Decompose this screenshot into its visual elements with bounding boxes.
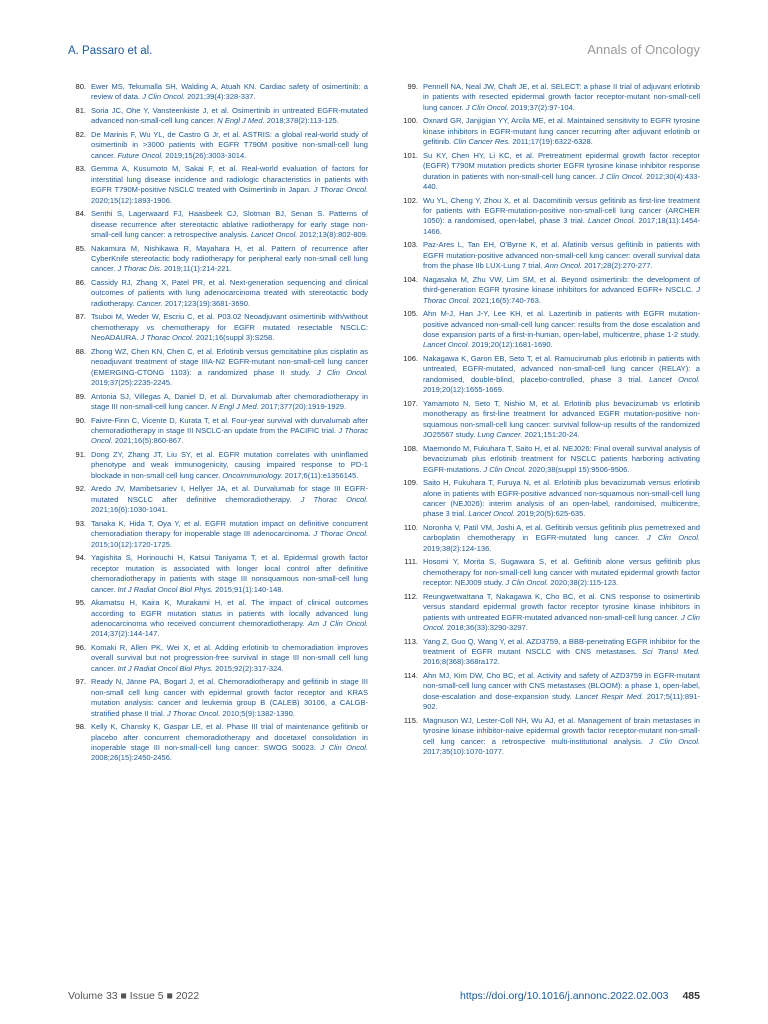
reference-item bbox=[400, 478, 700, 520]
reference-link[interactable] bbox=[423, 399, 700, 441]
reference-number: 102. bbox=[403, 195, 418, 205]
reference-citation: 2011;17(19):6322-6328. bbox=[510, 137, 593, 147]
reference-text: Soria JC, Ohe Y, Vansteenkiste J, et al. Osimertinib in untreated EGFR-mutated advanced non-small-cell lung cancer. bbox=[91, 106, 368, 126]
reference-text: Antonia SJ, Villegas A, Daniel D, et al. Durvalumab after chemoradiotherapy in stage III non-small-cell lung cancer. bbox=[91, 391, 368, 412]
reference-item bbox=[400, 151, 700, 193]
reference-number: 95. bbox=[75, 598, 86, 608]
reference-text: Noronha V, Patil VM, Joshi A, et al. Gefitinib versus gefitinib plus pemetrexed and carboplatin chemotherapy in EGFR-mutated lung cancer. bbox=[423, 522, 700, 543]
reference-number: 93. bbox=[75, 518, 86, 528]
reference-journal: Lancet Oncol. bbox=[423, 340, 470, 350]
reference-link[interactable] bbox=[91, 278, 368, 309]
reference-citation: 2021;16(6):1030-1041. bbox=[91, 505, 168, 515]
reference-item bbox=[68, 130, 368, 161]
doi-link[interactable]: https://doi.org/10.1016/j.annonc.2022.02.003 bbox=[460, 990, 669, 1002]
reference-link[interactable] bbox=[423, 444, 700, 475]
reference-link[interactable] bbox=[423, 354, 700, 396]
reference-link[interactable] bbox=[91, 209, 368, 240]
reference-link[interactable] bbox=[423, 592, 700, 634]
reference-citation: 2015;91(1):140-148. bbox=[213, 584, 284, 594]
reference-link[interactable] bbox=[91, 392, 368, 413]
reference-item bbox=[400, 309, 700, 351]
reference-link[interactable] bbox=[91, 484, 368, 515]
reference-journal: J Clin Oncol. bbox=[599, 171, 644, 181]
reference-citation: 2019;15(26):3003-3014. bbox=[163, 150, 247, 160]
reference-citation: 2019;11(1):214-221. bbox=[161, 264, 232, 274]
reference-link[interactable] bbox=[91, 130, 368, 161]
reference-citation: 2021;16(suppl 3):S258. bbox=[193, 333, 275, 343]
reference-journal: Lancet Oncol. bbox=[250, 230, 298, 240]
reference-item bbox=[68, 82, 368, 103]
reference-citation: 2020;38(2):115-123. bbox=[548, 578, 619, 588]
reference-item bbox=[400, 637, 700, 668]
reference-link[interactable] bbox=[91, 312, 368, 343]
reference-number: 89. bbox=[75, 391, 86, 401]
reference-citation: 2012;13(8):802-809. bbox=[297, 230, 368, 240]
reference-citation: 2016;8(368):368ra172. bbox=[423, 657, 500, 667]
reference-number: 92. bbox=[75, 484, 86, 494]
references-columns bbox=[68, 82, 700, 767]
reference-number: 99. bbox=[407, 82, 418, 91]
reference-text: Cassidy RJ, Zhang X, Patel PR, et al. Next-generation sequencing and clinical outcomes of patients with lung adenocarcinoma treated with stereotactic body radiotherapy. bbox=[91, 278, 368, 308]
reference-link[interactable] bbox=[91, 347, 368, 389]
reference-number: 85. bbox=[75, 243, 86, 253]
reference-text: Ewer MS, Tekumalla SH, Walding A, Atuah KN. Cardiac safety of osimertinib: a review of data. bbox=[91, 82, 368, 102]
reference-item bbox=[68, 722, 368, 764]
reference-citation: 2018;378(2):113-125. bbox=[264, 116, 339, 126]
reference-citation: 2012;30(4):433-440. bbox=[423, 171, 700, 192]
reference-number: 105. bbox=[403, 309, 418, 319]
reference-number: 101. bbox=[403, 150, 418, 160]
reference-journal: J Clin Oncol. bbox=[649, 736, 701, 746]
reference-number: 103. bbox=[403, 240, 418, 250]
reference-item bbox=[400, 557, 700, 588]
reference-link[interactable] bbox=[423, 716, 700, 758]
reference-text: Nakagawa K, Garon EB, Seto T, et al. Ramucirumab plus erlotinib in patients with untreated, EGFR-mutated, advanced non-small-cell lung cancer (RELAY): a randomised, double-blind, placebo-controlled, phase 3 trial. bbox=[423, 354, 700, 384]
reference-journal: J Clin Oncol. bbox=[505, 578, 549, 588]
reference-citation: 2019;20(5):625-635. bbox=[514, 509, 586, 519]
reference-text: Komaki R, Allen PK, Wei X, et al. Adding erlotinib to chemoradiation improves overall survival but not progression-free survival in stage III non-small cell lung cancer. bbox=[91, 642, 368, 673]
reference-citation: 2010;5(9):1382-1390. bbox=[220, 708, 295, 718]
reference-item bbox=[68, 553, 368, 595]
reference-link[interactable] bbox=[423, 671, 700, 713]
reference-text: Yagishita S, Horinouchi H, Katsui Taniyama T, et al. Epidermal growth factor receptor mutation is associated with longer local control after definitive chemoradiotherapy in patients with stage III nonsquamous non-small-cell lung cancer. bbox=[91, 553, 368, 594]
reference-text: Aredo JV, Mambetsariev I, Hellyer JA, et al. Durvalumab for stage III EGFR-mutated NSCLC after definitive chemoradiotherapy. bbox=[91, 484, 368, 504]
reference-citation: 2018;36(33):3290-3297. bbox=[444, 622, 528, 632]
reference-citation: 2019;37(25):2235-2245. bbox=[91, 378, 172, 388]
reference-journal: J Clin Oncol. bbox=[465, 102, 509, 112]
reference-journal: J Clin Oncol. bbox=[483, 464, 527, 474]
reference-link[interactable] bbox=[91, 519, 368, 550]
reference-number: 88. bbox=[75, 346, 86, 356]
reference-journal: Cancer. bbox=[136, 298, 163, 308]
reference-text: Akamatsu H, Kaira K, Murakami H, et al. The impact of clinical outcomes according to EGFR mutation status in patients with locally advanced lung adenocarcinoma who received concurrent chemoradiotherapy. bbox=[91, 598, 368, 628]
reference-item bbox=[68, 312, 368, 343]
reference-journal: Lancet Oncol. bbox=[649, 374, 700, 384]
reference-text: Senthi S, Lagerwaard FJ, Haasbeek CJ, Slotman BJ, Senan S. Patterns of disease recurrence after stereotactic ablative radiotherapy for early stage non-small-cell lung cancer: a retrospective analysis. bbox=[91, 209, 368, 240]
reference-link[interactable] bbox=[91, 244, 368, 275]
reference-link[interactable] bbox=[423, 275, 700, 306]
reference-link[interactable] bbox=[423, 309, 700, 351]
reference-citation: 2021;16(5):740-763. bbox=[470, 295, 541, 305]
reference-journal: Lancet Oncol. bbox=[468, 509, 515, 519]
reference-number: 97. bbox=[75, 677, 86, 687]
reference-journal: Int J Radiat Oncol Biol Phys. bbox=[117, 663, 214, 673]
reference-item bbox=[400, 275, 700, 306]
reference-number: 106. bbox=[403, 354, 418, 364]
reference-item bbox=[68, 484, 368, 515]
reference-text: Nakamura M, Nishikawa R, Mayahara H, et al. Pattern of recurrence after CyberKnife stereotactic body radiotherapy for peripheral early non-small cell lung cancer. bbox=[91, 243, 368, 274]
reference-item bbox=[68, 416, 368, 447]
reference-citation: 2017;5(11):891-902. bbox=[423, 691, 700, 712]
reference-citation: 2017;28(2):270-277. bbox=[582, 261, 653, 271]
reference-journal: Am J Clin Oncol. bbox=[307, 618, 368, 628]
reference-item bbox=[400, 240, 700, 271]
reference-text: Paz-Ares L, Tan EH, O'Byrne K, et al. Afatinib versus gefitinib in patients with EGFR mutation-positive advanced non-small-cell lung cancer: overall survival data from the phase IIb LUX-Lung 7 trial. bbox=[423, 240, 700, 271]
reference-number: 84. bbox=[75, 209, 86, 219]
reference-number: 114. bbox=[403, 670, 418, 680]
reference-citation: 2021;39(4):328-337. bbox=[184, 92, 256, 102]
reference-number: 86. bbox=[75, 278, 86, 288]
reference-text: Ahn MJ, Kim DW, Cho BC, et al. Activity and safety of AZD3759 in EGFR-mutant non-small-cell lung cancer with CNS metastases (BLOOM): a phase 1, open-label, dose-escalation and dose-expansion study. bbox=[423, 670, 700, 701]
reference-journal: J Clin Oncol. bbox=[142, 92, 185, 102]
reference-text: Tsuboi M, Weder W, Escriu C, et al. P03.02 Neoadjuvant osimertinib with/without chemotherapy vs chemotherapy for EGFR mutated resectable NSCLC: NeoADAURA. bbox=[91, 312, 368, 343]
reference-link[interactable] bbox=[91, 598, 368, 640]
reference-item bbox=[400, 354, 700, 396]
page-number: 485 bbox=[682, 990, 700, 1002]
page-header bbox=[68, 42, 700, 62]
reference-item bbox=[68, 209, 368, 240]
reference-item bbox=[400, 116, 700, 147]
reference-item bbox=[68, 106, 368, 127]
references-left-column bbox=[68, 82, 368, 767]
reference-journal: Future Oncol. bbox=[117, 150, 164, 160]
reference-item bbox=[400, 671, 700, 713]
reference-citation: 2008;26(15):2450-2456. bbox=[91, 753, 172, 763]
reference-item bbox=[400, 82, 700, 113]
reference-journal: Oncoimmunology. bbox=[222, 470, 283, 480]
reference-journal: J Thorac Oncol. bbox=[313, 185, 368, 195]
reference-text: Pennell NA, Neal JW, Chaft JE, et al. SELECT: a phase II trial of adjuvant erlotinib in patients with resected epidermal growth factor receptor-mutant non-small-cell lung cancer. bbox=[423, 82, 700, 112]
reference-citation: 2017;123(19):3681-3690. bbox=[162, 298, 251, 308]
reference-citation: 2019;20(12):1655-1669. bbox=[423, 385, 504, 395]
reference-number: 113. bbox=[403, 636, 418, 646]
reference-item bbox=[68, 519, 368, 550]
reference-item bbox=[400, 716, 700, 758]
reference-link[interactable] bbox=[423, 523, 700, 554]
reference-journal: Sci Transl Med. bbox=[642, 646, 700, 656]
reference-citation: 2019;37(2):97-104. bbox=[508, 102, 575, 112]
reference-text: Nagasaka M, Zhu VW, Lim SM, et al. Beyond osimertinib: the development of third-generation EGFR tyrosine kinase inhibitors for advanced EGFR+ NSCLC. bbox=[423, 274, 700, 295]
reference-journal: Lancet Oncol. bbox=[587, 216, 636, 226]
reference-journal: J Clin Oncol. bbox=[423, 612, 700, 632]
reference-link[interactable] bbox=[91, 82, 368, 103]
reference-item bbox=[68, 347, 368, 389]
reference-link[interactable] bbox=[423, 151, 700, 193]
reference-citation: 2021;16(5):860-867. bbox=[112, 436, 184, 446]
reference-citation: 2017;377(20):1919-1929. bbox=[258, 402, 347, 412]
reference-journal: N Engl J Med. bbox=[217, 116, 265, 126]
reference-journal: J Clin Oncol. bbox=[320, 742, 368, 752]
reference-journal: J Clin Oncol. bbox=[316, 367, 369, 377]
reference-number: 87. bbox=[75, 312, 86, 322]
reference-citation: 2019;20(12):1681-1690. bbox=[469, 340, 553, 350]
reference-journal: J Thorac Dis. bbox=[117, 264, 162, 274]
reference-item bbox=[400, 592, 700, 634]
reference-item bbox=[400, 523, 700, 554]
reference-journal: N Engl J Med. bbox=[211, 402, 259, 412]
reference-number: 94. bbox=[75, 553, 86, 563]
reference-number: 90. bbox=[75, 415, 86, 425]
reference-journal: J Thorac Oncol. bbox=[423, 285, 700, 305]
reference-text: De Marinis F, Wu YL, de Castro G Jr, et al. ASTRIS: a global real-world study of osimertinib in >3000 patients with EGFR T790M positive non-small-cell lung cancer. bbox=[91, 130, 368, 160]
reference-journal: J Thorac Oncol. bbox=[166, 708, 221, 718]
reference-number: 81. bbox=[75, 106, 86, 115]
reference-item bbox=[68, 450, 368, 481]
reference-number: 110. bbox=[403, 522, 418, 532]
reference-link[interactable] bbox=[423, 557, 700, 588]
reference-number: 107. bbox=[403, 398, 418, 408]
reference-citation: 2017;35(10):1070-1077. bbox=[423, 746, 504, 756]
reference-link[interactable] bbox=[91, 450, 368, 481]
reference-number: 96. bbox=[75, 642, 86, 652]
reference-text: Dong ZY, Zhang JT, Liu SY, et al. EGFR mutation correlates with uninflamed phenotype and weak immunogenicity, causing impaired response to PD-1 blockade in non-small cell lung cancer. bbox=[91, 450, 368, 480]
reference-journal: J Clin Oncol. bbox=[646, 533, 701, 543]
reference-text: Wu YL, Cheng Y, Zhou X, et al. Dacomitinib versus gefitinib as first-line treatment for patients with EGFR-mutation-positive non-small-cell lung cancer (ARCHER 1050): a randomised, open-label, phase 3 trial. bbox=[423, 195, 700, 226]
reference-item bbox=[68, 643, 368, 674]
reference-link[interactable] bbox=[91, 553, 368, 595]
reference-link[interactable] bbox=[423, 196, 700, 238]
reference-link[interactable] bbox=[91, 722, 368, 764]
reference-text: Oxnard GR, Janjigian YY, Arcila ME, et al. Maintained sensitivity to EGFR tyrosine kinase inhibitors in EGFR-mutant lung cancer recurring after adjuvant erlotinib or gefitinib. bbox=[423, 116, 700, 147]
reference-item bbox=[68, 244, 368, 275]
reference-text: Hosomi Y, Morita S, Sugawara S, et al. Gefitinib alone versus gefitinib plus chemotherapy for non-small-cell lung cancer with mutated epidermal growth factor receptor: NEJ009 study. bbox=[423, 557, 700, 588]
reference-number: 83. bbox=[75, 164, 86, 174]
reference-item bbox=[68, 392, 368, 413]
reference-citation: 2019;38(2):124-136. bbox=[423, 543, 492, 553]
reference-item bbox=[400, 196, 700, 238]
reference-journal: J Thorac Oncol. bbox=[313, 529, 368, 539]
reference-journal: Clin Cancer Res. bbox=[453, 137, 511, 147]
reference-citation: 2015;10(12):1720-1725. bbox=[91, 539, 172, 549]
reference-link[interactable] bbox=[423, 116, 700, 147]
running-authors: A. Passaro et al. bbox=[68, 45, 153, 57]
reference-citation: 2017;6(11):e1356145. bbox=[282, 470, 359, 480]
reference-link[interactable] bbox=[423, 478, 700, 520]
reference-citation: 2020;15(12):1893-1906. bbox=[91, 195, 172, 205]
reference-journal: Lancet Respir Med. bbox=[575, 691, 644, 701]
reference-item bbox=[400, 399, 700, 441]
reference-text: Ready N, Jänne PA, Bogart J, et al. Chemoradiotherapy and gefitinib in stage III non-small cell lung cancer with epidermal growth factor receptor and KRAS mutation analysis: cancer and leukemia group B (CALEB) 30106, a CALGB-stratified phase II trial. bbox=[91, 677, 368, 718]
reference-journal: J Thorac Oncol. bbox=[91, 426, 369, 446]
reference-journal: Int J Radiat Oncol Biol Phys. bbox=[117, 584, 214, 594]
reference-text: Reungwetwattana T, Nakagawa K, Cho BC, et al. CNS response to osimertinib versus standard epidermal growth factor receptor tyrosine kinase inhibitors in patients with untreated EGFR-mutated advanced non-small-cell lung cancer. bbox=[423, 591, 700, 622]
reference-item bbox=[68, 677, 368, 719]
reference-number: 104. bbox=[403, 274, 418, 284]
reference-journal: Ann Oncol. bbox=[544, 261, 582, 271]
volume-issue-year: Volume 33 ■ Issue 5 ■ 2022 bbox=[68, 990, 200, 1002]
references-right-column bbox=[400, 82, 700, 767]
reference-number: 82. bbox=[75, 130, 86, 139]
reference-number: 91. bbox=[75, 450, 86, 460]
reference-citation: 2014;37(2):144-147. bbox=[91, 629, 160, 639]
page-footer bbox=[68, 990, 700, 1002]
reference-citation: 2017;18(11):1454-1466. bbox=[423, 216, 700, 236]
reference-item bbox=[68, 598, 368, 640]
journal-name: Annals of Oncology bbox=[587, 42, 700, 57]
reference-citation: 2015;92(2):317-324. bbox=[213, 663, 284, 673]
reference-number: 111. bbox=[404, 557, 418, 567]
reference-journal: J Thorac Oncol. bbox=[140, 333, 194, 343]
reference-link[interactable] bbox=[423, 637, 700, 668]
reference-link[interactable] bbox=[91, 677, 368, 719]
reference-number: 109. bbox=[403, 478, 418, 488]
reference-link[interactable] bbox=[91, 106, 368, 127]
reference-journal: J Thorac Oncol. bbox=[300, 494, 368, 504]
reference-number: 108. bbox=[403, 443, 418, 453]
reference-link[interactable] bbox=[91, 643, 368, 674]
reference-link[interactable] bbox=[423, 82, 700, 113]
reference-item bbox=[68, 278, 368, 309]
reference-number: 115. bbox=[403, 715, 418, 725]
reference-text: Su KY, Chen HY, Li KC, et al. Pretreatment epidermal growth factor receptor (EGFR) T790M mutation predicts shorter EGFR tyrosine kinase inhibitor response duration in patients with non-small-cell lung cancer. bbox=[423, 150, 700, 181]
reference-link[interactable] bbox=[91, 416, 368, 447]
reference-text: Magnuson WJ, Lester-Coll NH, Wu AJ, et al. Management of brain metastases in tyrosine kinase inhibitor-naive epidermal growth factor receptor-mutant non-small-cell lung cancer: a retrospective multi-institutional analysis. bbox=[423, 715, 700, 746]
reference-item bbox=[400, 444, 700, 475]
reference-text: Zhong WZ, Chen KN, Chen C, et al. Erlotinib versus gemcitabine plus cisplatin as neoadjuvant treatment of stage IIIA-N2 EGFR-mutant non-small-cell lung cancer (EMERGING-CTONG 1103): a randomized phase II study. bbox=[91, 346, 368, 377]
reference-citation: 2020;38(suppl 15):9506-9506. bbox=[526, 464, 630, 474]
reference-link[interactable] bbox=[91, 164, 368, 206]
reference-text: Saito H, Fukuhara T, Furuya N, et al. Erlotinib plus bevacizumab versus erlotinib alone in patients with EGFR-positive advanced non-squamous non-small-cell lung cancer (NEJ026): interim analysis of an open-label, randomised, multicentre, phase 3 trial. bbox=[423, 478, 700, 519]
reference-text: Yamamoto N, Seto T, Nishio M, et al. Erlotinib plus bevacizumab vs erlotinib monotherapy as first-line treatment for advanced EGFR mutation-positive non-squamous non-small-cell lung cancer: survival follow-up results of the randomized JO25567 study. bbox=[423, 398, 700, 440]
reference-number: 80. bbox=[75, 82, 86, 91]
reference-text: Faivre-Finn C, Vicente D, Kurata T, et al. Four-year survival with durvalumab after chemoradiotherapy in stage III NSCLC-an update from the PACIFIC trial. bbox=[91, 415, 368, 436]
reference-text: Maemondo M, Fukuhara T, Saito H, et al. NEJ026: Final overall survival analysis of bevacizumab plus erlotinib treatment for NSCLC patients harboring activating EGFR-mutations. bbox=[423, 443, 700, 474]
reference-number: 98. bbox=[75, 722, 86, 732]
reference-text: Yang Z, Guo Q, Wang Y, et al. AZD3759, a BBB-penetrating EGFR inhibitor for the treatment of EGFR mutant NSCLC with CNS metastases. bbox=[423, 636, 700, 656]
reference-citation: 2021;151:20-24. bbox=[522, 430, 580, 440]
reference-number: 100. bbox=[403, 116, 418, 126]
reference-text: Kelly K, Chansky K, Gaspar LE, et al. Phase III trial of maintenance gefitinib or placebo after concurrent chemoradiotherapy and docetaxel consolidation in inoperable stage III non-small-cell lung cancer: SWOG S0023. bbox=[91, 722, 368, 752]
reference-item bbox=[68, 164, 368, 206]
reference-link[interactable] bbox=[423, 240, 700, 271]
reference-journal: Lung Cancer. bbox=[477, 430, 523, 440]
reference-text: Gemma A, Kusumoto M, Sakai F, et al. Real-world evaluation of factors for interstitial lung disease incidence and radiologic characteristics in patients with EGFR T790M-positive NSCLC treated with Osimertinib in Japan. bbox=[91, 164, 368, 195]
reference-text: Tanaka K, Hida T, Oya Y, et al. EGFR mutation impact on definitive concurrent chemoradiation therapy for inoperable stage III adenocarcinoma. bbox=[91, 518, 368, 539]
reference-number: 112. bbox=[403, 591, 418, 601]
reference-text: Ahn M-J, Han J-Y, Lee KH, et al. Lazertinib in patients with EGFR mutation-positive advanced non-small-cell lung cancer: results from the dose escalation and dose expansion parts of a first-in-human, open-label, multicentre, phase 1-2 study. bbox=[423, 309, 700, 340]
